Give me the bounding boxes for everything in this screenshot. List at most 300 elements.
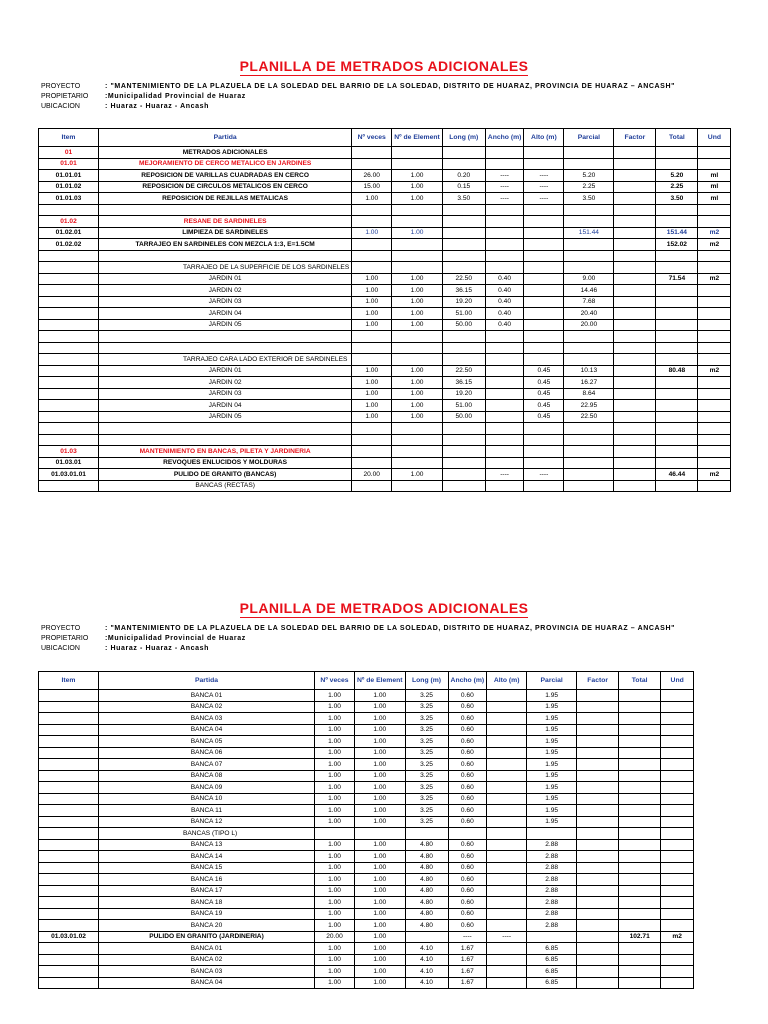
cell-ancho: 0.40 xyxy=(485,296,524,308)
cell-partida: BANCA 09 xyxy=(99,782,315,794)
cell-elem xyxy=(392,342,443,354)
cell-ancho: ---- xyxy=(485,469,524,481)
page-title-2: PLANILLA DE METRADOS ADICIONALES xyxy=(239,600,529,616)
cell-parcial: 2.88 xyxy=(527,897,577,909)
cell-parcial xyxy=(564,239,614,251)
cell-parcial: 20.00 xyxy=(564,319,614,331)
cell-item xyxy=(39,308,99,320)
cell-und xyxy=(698,434,731,446)
table-row xyxy=(39,770,694,782)
cell-alto: ---- xyxy=(524,193,564,205)
cell-ancho xyxy=(485,147,524,159)
cell-partida: BANCA 18 xyxy=(99,897,315,909)
cell-total xyxy=(619,885,661,897)
cell-elem: 1.00 xyxy=(355,701,406,713)
cell-elem: 1.00 xyxy=(392,170,443,182)
cell-alto xyxy=(524,457,564,469)
cell-item xyxy=(39,701,99,713)
cell-factor xyxy=(577,862,619,874)
cell-partida: BANCA 03 xyxy=(99,966,315,978)
cell-total xyxy=(619,690,661,702)
cell-veces: 1.00 xyxy=(315,782,355,794)
table-row xyxy=(39,747,694,759)
cell-elem xyxy=(392,204,443,216)
cell-und xyxy=(698,423,731,435)
cell-und: m2 xyxy=(661,931,694,943)
cell-und: m2 xyxy=(698,469,731,481)
meta-value: : Huaraz - Huaraz - Ancash xyxy=(105,103,210,110)
cell-und: ml xyxy=(698,181,731,193)
cell-parcial: 1.95 xyxy=(527,816,577,828)
cell-factor xyxy=(577,724,619,736)
cell-elem: 1.00 xyxy=(355,770,406,782)
cell-ancho xyxy=(485,342,524,354)
cell-parcial xyxy=(564,457,614,469)
cell-alto: 0.45 xyxy=(524,400,564,412)
cell-total xyxy=(656,377,698,389)
cell-factor xyxy=(577,931,619,943)
header-cell: Und xyxy=(698,129,731,147)
cell-ancho xyxy=(485,423,524,435)
cell-alto xyxy=(487,977,527,989)
cell-alto xyxy=(487,920,527,932)
cell-factor xyxy=(614,446,656,458)
cell-item xyxy=(39,851,99,863)
cell-veces: 20.00 xyxy=(315,931,355,943)
cell-total xyxy=(656,400,698,412)
cell-item: 01.03.01 xyxy=(39,457,99,469)
cell-partida: BANCA 12 xyxy=(99,816,315,828)
cell-long: 3.25 xyxy=(405,770,448,782)
cell-elem: 1.00 xyxy=(392,285,443,297)
cell-factor xyxy=(614,285,656,297)
cell-und xyxy=(698,446,731,458)
cell-elem: 1.00 xyxy=(355,966,406,978)
table-row xyxy=(39,227,731,239)
cell-ancho: 1.67 xyxy=(448,966,487,978)
cell-item xyxy=(39,943,99,955)
cell-parcial: 1.95 xyxy=(527,793,577,805)
cell-und xyxy=(661,943,694,955)
cell-partida: BANCAS (TIPO L) xyxy=(99,828,315,840)
cell-alto xyxy=(487,839,527,851)
cell-total xyxy=(656,457,698,469)
cell-elem: 1.00 xyxy=(392,227,443,239)
cell-ancho: 0.60 xyxy=(448,724,487,736)
cell-partida: MANTENIMIENTO EN BANCAS, PILETA Y JARDINERIA xyxy=(99,446,352,458)
cell-veces xyxy=(352,480,392,492)
header-cell: Long (m) xyxy=(405,672,448,690)
cell-total: 152.02 xyxy=(656,239,698,251)
cell-und xyxy=(698,158,731,170)
table-row xyxy=(39,308,731,320)
cell-veces: 1.00 xyxy=(315,747,355,759)
cell-veces: 26.00 xyxy=(352,170,392,182)
table-row xyxy=(39,469,731,481)
cell-item xyxy=(39,954,99,966)
header-cell: Nº de Element xyxy=(392,129,443,147)
cell-ancho xyxy=(485,446,524,458)
cell-alto xyxy=(524,296,564,308)
cell-factor xyxy=(614,365,656,377)
cell-ancho: 1.67 xyxy=(448,954,487,966)
header-cell: Total xyxy=(619,672,661,690)
cell-factor xyxy=(577,966,619,978)
cell-veces: 15.00 xyxy=(352,181,392,193)
cell-factor xyxy=(577,782,619,794)
cell-item xyxy=(39,747,99,759)
cell-und xyxy=(661,851,694,863)
table-row xyxy=(39,250,731,262)
cell-veces xyxy=(352,446,392,458)
header-cell: Total xyxy=(656,129,698,147)
cell-partida: BANCA 16 xyxy=(99,874,315,886)
table-row xyxy=(39,480,731,492)
cell-parcial: 1.95 xyxy=(527,759,577,771)
cell-parcial: 2.88 xyxy=(527,920,577,932)
cell-factor xyxy=(614,262,656,274)
cell-factor xyxy=(614,147,656,159)
cell-und xyxy=(698,296,731,308)
cell-ancho: ---- xyxy=(485,193,524,205)
cell-item: 01.01.01 xyxy=(39,170,99,182)
cell-elem: 1.00 xyxy=(392,308,443,320)
cell-long: 4.10 xyxy=(405,943,448,955)
cell-factor xyxy=(577,793,619,805)
metrados-table xyxy=(38,128,731,492)
cell-und xyxy=(661,816,694,828)
cell-factor xyxy=(577,908,619,920)
cell-item: 01.03.01.01 xyxy=(39,469,99,481)
cell-partida: BANCA 10 xyxy=(99,793,315,805)
cell-long: 51.00 xyxy=(442,400,485,412)
cell-elem: 1.00 xyxy=(392,377,443,389)
cell-factor xyxy=(614,273,656,285)
cell-factor xyxy=(614,239,656,251)
cell-total xyxy=(656,285,698,297)
cell-veces xyxy=(352,342,392,354)
cell-item: 01.01.02 xyxy=(39,181,99,193)
cell-alto xyxy=(524,331,564,343)
cell-total xyxy=(656,388,698,400)
cell-ancho xyxy=(485,250,524,262)
cell-und xyxy=(698,457,731,469)
cell-und xyxy=(661,724,694,736)
cell-und xyxy=(698,331,731,343)
cell-ancho: 0.60 xyxy=(448,862,487,874)
cell-item xyxy=(39,862,99,874)
cell-elem: 1.00 xyxy=(355,920,406,932)
cell-elem: 1.00 xyxy=(355,977,406,989)
cell-item xyxy=(39,885,99,897)
cell-alto xyxy=(487,828,527,840)
cell-elem xyxy=(355,828,406,840)
cell-long: 4.10 xyxy=(405,977,448,989)
cell-alto xyxy=(487,805,527,817)
cell-partida: PULIDO EN GRANITO (JARDINERIA) xyxy=(99,931,315,943)
cell-partida: PULIDO DE GRANITO (BANCAS) xyxy=(99,469,352,481)
cell-long xyxy=(442,331,485,343)
cell-partida: BANCA 02 xyxy=(99,954,315,966)
cell-elem: 1.00 xyxy=(392,181,443,193)
cell-factor xyxy=(577,816,619,828)
cell-partida: BANCA 07 xyxy=(99,759,315,771)
cell-und xyxy=(661,690,694,702)
cell-ancho xyxy=(485,158,524,170)
cell-factor xyxy=(577,701,619,713)
cell-ancho: 0.60 xyxy=(448,747,487,759)
cell-long: 3.25 xyxy=(405,782,448,794)
cell-ancho: 0.60 xyxy=(448,908,487,920)
cell-total xyxy=(619,851,661,863)
table-row xyxy=(39,931,694,943)
cell-item xyxy=(39,377,99,389)
cell-ancho: ---- xyxy=(448,931,487,943)
cell-elem: 1.00 xyxy=(392,319,443,331)
header-row xyxy=(39,129,731,147)
cell-parcial xyxy=(564,158,614,170)
cell-long xyxy=(442,204,485,216)
cell-elem: 1.00 xyxy=(355,839,406,851)
cell-long xyxy=(442,147,485,159)
cell-veces: 1.00 xyxy=(315,770,355,782)
cell-und xyxy=(661,747,694,759)
cell-total xyxy=(656,446,698,458)
table-row xyxy=(39,285,731,297)
cell-long: 4.80 xyxy=(405,874,448,886)
cell-ancho xyxy=(485,400,524,412)
cell-partida: JARDIN 03 xyxy=(99,388,352,400)
cell-parcial xyxy=(527,931,577,943)
cell-factor xyxy=(614,227,656,239)
cell-item xyxy=(39,204,99,216)
cell-long: 0.20 xyxy=(442,170,485,182)
meta-key: UBICACION xyxy=(41,103,80,110)
cell-und xyxy=(698,262,731,274)
header-cell: Parcial xyxy=(527,672,577,690)
cell-ancho: 0.60 xyxy=(448,874,487,886)
cell-veces: 1.00 xyxy=(352,296,392,308)
table-row xyxy=(39,193,731,205)
cell-total xyxy=(619,782,661,794)
cell-veces: 1.00 xyxy=(315,885,355,897)
cell-parcial: 1.95 xyxy=(527,736,577,748)
page-title: PLANILLA DE METRADOS ADICIONALES xyxy=(239,58,529,74)
cell-item: 01.02 xyxy=(39,216,99,228)
cell-parcial xyxy=(564,354,614,366)
table-row xyxy=(39,331,731,343)
cell-elem xyxy=(392,457,443,469)
cell-alto xyxy=(524,147,564,159)
cell-elem xyxy=(392,239,443,251)
cell-alto xyxy=(524,354,564,366)
cell-ancho: 0.40 xyxy=(485,319,524,331)
cell-factor xyxy=(577,920,619,932)
cell-alto xyxy=(487,862,527,874)
cell-und xyxy=(661,977,694,989)
cell-elem: 1.00 xyxy=(392,273,443,285)
cell-long xyxy=(442,227,485,239)
table-row xyxy=(39,365,731,377)
cell-partida: MEJORAMIENTO DE CERCO METALICO EN JARDINES xyxy=(99,158,352,170)
cell-parcial: 1.95 xyxy=(527,770,577,782)
cell-und: m2 xyxy=(698,227,731,239)
cell-elem: 1.00 xyxy=(355,736,406,748)
cell-parcial: 7.68 xyxy=(564,296,614,308)
cell-total: 80.48 xyxy=(656,365,698,377)
cell-partida: REVOQUES ENLUCIDOS Y MOLDURAS xyxy=(99,457,352,469)
cell-parcial: 1.95 xyxy=(527,713,577,725)
cell-total xyxy=(619,747,661,759)
project-meta-2 xyxy=(41,624,675,654)
cell-total xyxy=(619,862,661,874)
cell-item xyxy=(39,273,99,285)
cell-elem xyxy=(392,262,443,274)
cell-partida: BANCA 20 xyxy=(99,920,315,932)
cell-alto xyxy=(487,851,527,863)
cell-factor xyxy=(577,851,619,863)
cell-factor xyxy=(614,411,656,423)
cell-alto: ---- xyxy=(524,469,564,481)
cell-und xyxy=(698,216,731,228)
cell-item xyxy=(39,770,99,782)
cell-elem: 1.00 xyxy=(355,759,406,771)
cell-parcial: 6.85 xyxy=(527,966,577,978)
cell-factor xyxy=(577,954,619,966)
meta-value: :Municipalidad Provincial de Huaraz xyxy=(105,635,246,642)
cell-veces: 1.00 xyxy=(315,724,355,736)
cell-factor xyxy=(577,747,619,759)
cell-total xyxy=(619,920,661,932)
cell-factor xyxy=(614,308,656,320)
cell-und xyxy=(698,319,731,331)
cell-veces xyxy=(352,262,392,274)
cell-elem: 1.00 xyxy=(392,411,443,423)
cell-long xyxy=(442,423,485,435)
cell-item xyxy=(39,423,99,435)
cell-item: 01.03.01.02 xyxy=(39,931,99,943)
cell-veces: 1.00 xyxy=(315,839,355,851)
cell-partida: BANCA 15 xyxy=(99,862,315,874)
cell-ancho xyxy=(485,227,524,239)
table-row xyxy=(39,296,731,308)
table-row xyxy=(39,388,731,400)
cell-ancho: 0.60 xyxy=(448,690,487,702)
header-cell: Ancho (m) xyxy=(485,129,524,147)
cell-item: 01.03 xyxy=(39,446,99,458)
header-cell: Und xyxy=(661,672,694,690)
cell-und: m2 xyxy=(698,239,731,251)
cell-parcial xyxy=(564,262,614,274)
cell-und xyxy=(661,701,694,713)
cell-factor xyxy=(614,469,656,481)
cell-long: 19.20 xyxy=(442,388,485,400)
table-row xyxy=(39,908,694,920)
cell-long: 50.00 xyxy=(442,319,485,331)
table-row xyxy=(39,354,731,366)
header-cell: Alto (m) xyxy=(524,129,564,147)
cell-ancho: 0.60 xyxy=(448,713,487,725)
cell-elem: 1.00 xyxy=(355,885,406,897)
cell-und xyxy=(661,828,694,840)
header-cell: Partida xyxy=(99,672,315,690)
header-cell: Nº de Element xyxy=(355,672,406,690)
cell-parcial xyxy=(564,250,614,262)
cell-item xyxy=(39,250,99,262)
cell-veces: 1.00 xyxy=(352,193,392,205)
cell-total: 102.71 xyxy=(619,931,661,943)
cell-partida: BANCA 03 xyxy=(99,713,315,725)
cell-veces: 1.00 xyxy=(315,897,355,909)
table-row xyxy=(39,851,694,863)
cell-partida: BANCA 08 xyxy=(99,770,315,782)
cell-ancho xyxy=(485,216,524,228)
cell-partida xyxy=(99,250,352,262)
cell-factor xyxy=(614,400,656,412)
cell-und xyxy=(698,388,731,400)
table-row xyxy=(39,897,694,909)
cell-item xyxy=(39,331,99,343)
cell-elem: 1.00 xyxy=(355,713,406,725)
cell-partida: REPOSICION DE VARILLAS CUADRADAS EN CERCO xyxy=(99,170,352,182)
table-row xyxy=(39,862,694,874)
cell-veces: 1.00 xyxy=(352,273,392,285)
cell-partida: BANCA 04 xyxy=(99,977,315,989)
cell-alto xyxy=(487,701,527,713)
cell-long: 22.50 xyxy=(442,273,485,285)
cell-veces: 1.00 xyxy=(315,713,355,725)
cell-elem: 1.00 xyxy=(355,943,406,955)
cell-parcial: 9.00 xyxy=(564,273,614,285)
cell-factor xyxy=(577,828,619,840)
cell-total xyxy=(619,724,661,736)
cell-und xyxy=(661,874,694,886)
cell-alto xyxy=(487,897,527,909)
cell-total xyxy=(619,943,661,955)
cell-total: 46.44 xyxy=(656,469,698,481)
cell-veces xyxy=(352,239,392,251)
cell-alto xyxy=(524,239,564,251)
cell-item xyxy=(39,782,99,794)
cell-factor xyxy=(614,204,656,216)
cell-long: 3.25 xyxy=(405,713,448,725)
header-cell: Item xyxy=(39,672,99,690)
cell-elem: 1.00 xyxy=(355,690,406,702)
cell-long: 4.10 xyxy=(405,966,448,978)
cell-total xyxy=(656,319,698,331)
cell-alto xyxy=(487,747,527,759)
cell-long: 3.25 xyxy=(405,724,448,736)
cell-alto xyxy=(524,423,564,435)
cell-alto xyxy=(524,319,564,331)
table-row xyxy=(39,724,694,736)
table-row xyxy=(39,342,731,354)
cell-partida: LIMPIEZA DE SARDINELES xyxy=(99,227,352,239)
cell-partida xyxy=(99,331,352,343)
table-row xyxy=(39,239,731,251)
cell-item: 01.01 xyxy=(39,158,99,170)
cell-long: 4.80 xyxy=(405,908,448,920)
cell-item xyxy=(39,365,99,377)
cell-elem: 1.00 xyxy=(355,793,406,805)
cell-alto xyxy=(524,273,564,285)
cell-factor xyxy=(614,193,656,205)
cell-und xyxy=(661,736,694,748)
cell-alto xyxy=(487,885,527,897)
cell-veces: 1.00 xyxy=(315,943,355,955)
cell-factor xyxy=(577,977,619,989)
cell-total xyxy=(619,954,661,966)
